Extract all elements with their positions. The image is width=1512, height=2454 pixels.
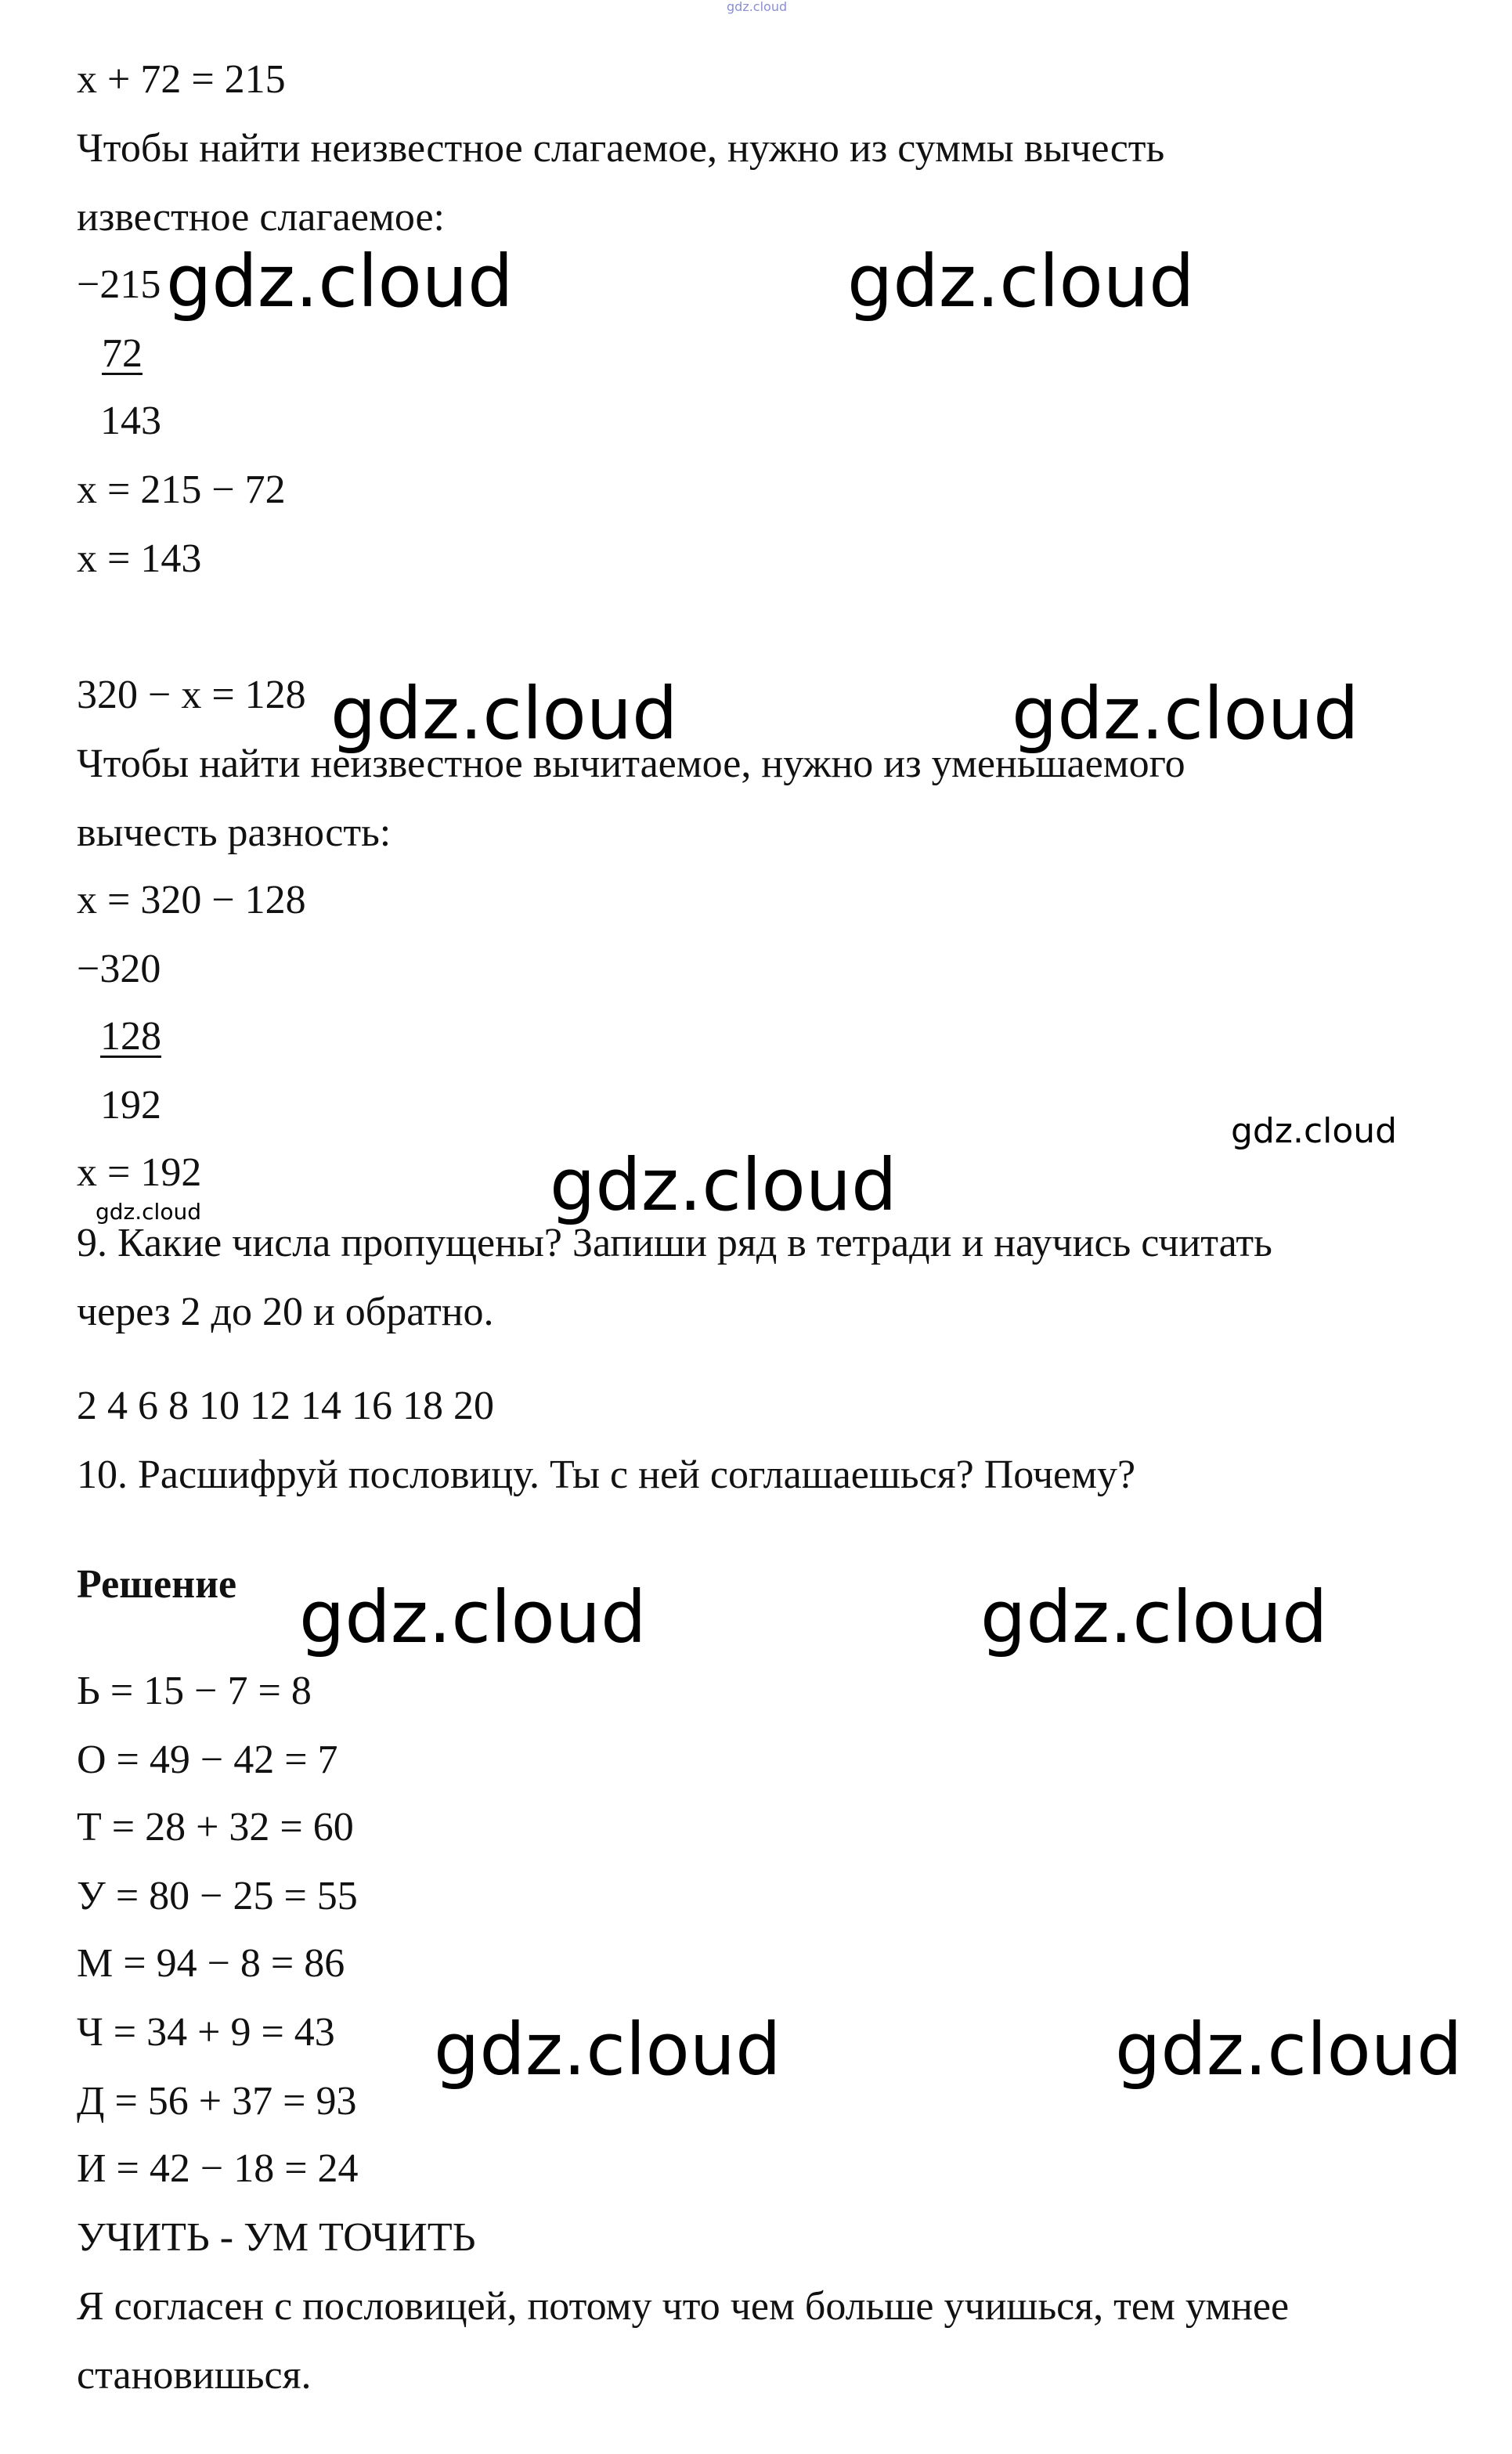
column-minuend-1: −215 [77, 262, 161, 307]
watermark: gdz.cloud [550, 1143, 897, 1227]
rule-text-1-line-1: Чтобы найти неизвестное слагаемое, нужно из суммы вычесть [77, 126, 1165, 171]
task-10-question: 10. Расшифруй пословицу. Ты с ней соглашаешься? Почему? [77, 1453, 1136, 1497]
equation-2: 320 − x = 128 [77, 673, 306, 717]
cipher-line: Ь = 15 − 7 = 8 [77, 1669, 312, 1713]
conclusion-line-1: Я согласен с пословицей, потому что чем больше учишься, тем умнее [77, 2284, 1290, 2329]
cipher-line: И = 42 − 18 = 24 [77, 2146, 359, 2191]
watermark: gdz.cloud [299, 1575, 647, 1659]
solution-step-1a: x = 215 − 72 [77, 467, 286, 512]
column-subtrahend-2: 128 [100, 1014, 161, 1059]
conclusion-line-2: становишься. [77, 2353, 312, 2398]
watermark-tiny: gdz.cloud [96, 1199, 201, 1225]
rule-text-2-line-1: Чтобы найти неизвестное вычитаемое, нужно из уменьшаемого [77, 742, 1185, 786]
watermark: gdz.cloud [1115, 2008, 1463, 2091]
cipher-line: Ч = 34 + 9 = 43 [77, 2010, 335, 2055]
solution-heading: Решение [77, 1562, 237, 1607]
proverb: УЧИТЬ - УМ ТОЧИТЬ [77, 2215, 476, 2260]
column-result-2: 192 [100, 1083, 161, 1128]
watermark: gdz.cloud [166, 240, 514, 323]
watermark: gdz.cloud [330, 672, 678, 756]
task-9-question-line-2: через 2 до 20 и обратно. [77, 1290, 494, 1334]
column-minuend-2: −320 [77, 947, 161, 991]
task-9-answer: 2 4 6 8 10 12 14 16 18 20 [77, 1384, 494, 1428]
solution-step-2b: x = 192 [77, 1150, 202, 1195]
watermark: gdz.cloud [847, 240, 1195, 323]
cipher-line: У = 80 − 25 = 55 [77, 1874, 358, 1918]
solution-step-1b: x = 143 [77, 536, 202, 581]
cipher-line: Т = 28 + 32 = 60 [77, 1805, 354, 1850]
rule-text-1-line-2: известное слагаемое: [77, 195, 446, 240]
cipher-line: Д = 56 + 37 = 93 [77, 2079, 357, 2124]
watermark-small: gdz.cloud [1231, 1111, 1398, 1151]
cipher-line: О = 49 − 42 = 7 [77, 1738, 338, 1782]
rule-text-2-line-2: вычесть разность: [77, 810, 392, 855]
cipher-line: М = 94 − 8 = 86 [77, 1941, 345, 1986]
top-watermark: gdz.cloud [727, 0, 788, 14]
solution-step-2a: x = 320 − 128 [77, 878, 306, 922]
watermark: gdz.cloud [1012, 672, 1359, 756]
equation-1: x + 72 = 215 [77, 57, 286, 102]
watermark: gdz.cloud [434, 2008, 781, 2091]
watermark: gdz.cloud [980, 1575, 1328, 1659]
column-result-1: 143 [100, 399, 161, 443]
column-subtrahend-1: 72 [102, 331, 143, 376]
task-9-question-line-1: 9. Какие числа пропущены? Запиши ряд в тетради и научись считать [77, 1221, 1272, 1265]
